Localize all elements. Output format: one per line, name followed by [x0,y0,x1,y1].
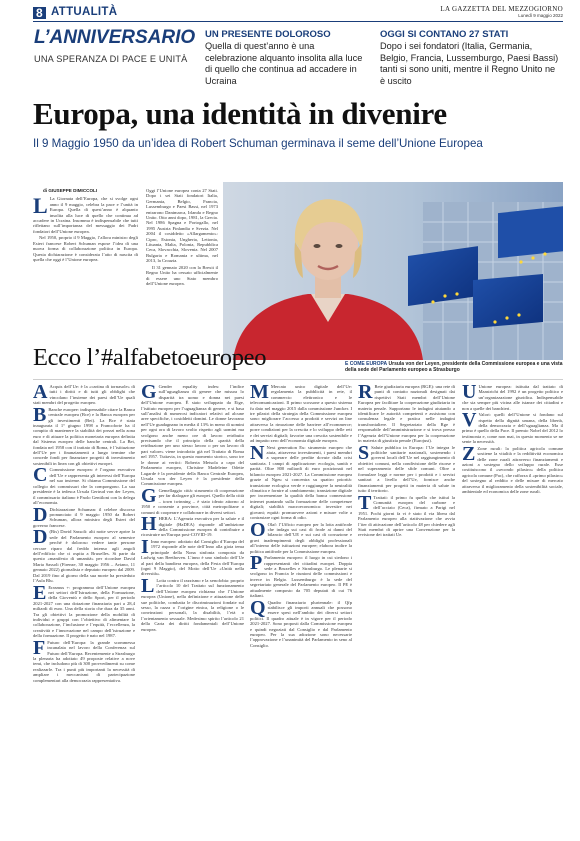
intro-column-1 [33,188,138,364]
section-label: ATTUALITÀ [51,6,118,18]
entry-letter: O [250,518,266,541]
box-states-text: Dopo i sei fondatori (Italia, Germania, Belgio, Francia, Lussemburgo, Paesi Bassi) tanti si sono uniti, mentre il Regno Unito ne è uscito [380,41,559,86]
alphabet-entry [358,441,455,494]
byline: di GIUSEPPE DIMICCOLI [43,188,98,193]
intro-column-2 [146,188,218,364]
entry-letter: F [33,636,46,659]
entry-letter: V [462,409,477,432]
photo-caption [345,361,563,373]
photo-illustration [223,182,563,360]
entry-letter: S [358,441,370,464]
alphabet-column-3 [250,384,352,839]
section-rule [33,379,563,380]
entry-letter: H [141,513,157,536]
box-present-title: UN PRESENTE DOLOROSO [205,29,331,40]
entry-text: Banche europee: indispensabile citare la Banca centrale europea (Bce) e la Banca europea per gli investimenti (Bei). La Bce è stata inaugurata il 1° giugno 1998 a Francoforte ha il compito di mantenere la stabilità dei prezzi nella zona euro e di attuare la politica monetaria europea definita dal Sistema europeo delle banche centrali. La Bei, fondata nel 1958 con il trattato di Roma, è l’istituzione dell’Ue per i finanziamenti a lungo termine che concede fondi per finanziare progetti di investimento sostenibili in linea con gli obiettivi europei. [33,406,135,466]
intro-paragraph [33,193,138,234]
entry-text: Rete giudiziaria europea (RGE): una rete di punti di contatto nazionali designati dai rispettivi Stati membri dell’Unione Europea per facilitare la cooperazione giudiziaria in materia penale. Supportano le indagini aiutando a identificare le autorità competenti e assistono con consulenza legale e pratica nelle indagini transfrontaliere. Il Segretariato della Rge è responsabile dell’amministrazione e si trova presso l’Agenzia dell’Unione europea per la cooperazione in materia di giustizia penale (Eurojust). [358,384,455,444]
alphabet-entry [462,442,563,495]
photo-caption-label: E COME EUROPA [345,361,388,367]
entry-text: Zone rurali: la politica agricola comune sostiene la vitalità e la redditività economica delle zone rurali attraverso finanziamenti e azioni a sostegno dello sviluppo rurale. Esse costituiscono il «secondo pilastro» della politica agricola comune (Pac), che rafforza il «primo pilastro» del sostegno al reddito e delle misure di mercato attraverso il miglioramento della sostenibilità sociale, ambientale ed economica delle zone rurali. [462,445,563,495]
alphabet-column-5 [462,384,563,839]
entry-letter: D [33,503,48,526]
alphabet-entry [33,526,135,583]
alphabet-entry [33,503,135,529]
alphabet-entry [33,581,135,639]
entry-letter: G [141,384,157,403]
entry-text: Olaf: l’Ufficio europeo per la lotta antifrode che indaga sui casi di frode ai danni del bilancio dell’UE e sui casi di corruzione e gravi inadempimenti degli obblighi professionali all’interno delle istituzioni europee; elabora inoltre la politica antifrode per la Commissione europea. [250,521,352,554]
kicker-title: L’ANNIVERSARIO [34,27,196,48]
entry-text: Futuro dell’Europa: la grande scommessa incanalata nel lavoro della Conferenza sul Futuro dell’Europa. Recentemente a Strasburgo la plenaria ha adottato 49 proposte relative a nove temi, che includono più di 300 provvedimenti su come realizzarle. Tra i punti più importanti la necessità di ampliare i meccanismi di partecipazione complementari alla democrazia rappresentativa. [33,639,135,683]
alphabet-entry [141,484,244,515]
section-title: Ecco l’#alfabetoeuropeo [33,344,267,371]
entry-text: Quadro finanziario pluriennale: il Qfp stabilisce gli importi annuali che possono essere spesi nell’ambito dei diversi settori politici. Il quadro attuale è in vigore per il periodo 2021-2027. Sono proposti dalla Commissione europea e quindi negoziati dal Consiglio e dal Parlamento europeo. Per la sua adozione sono necessarie l’approvazione e l’unanimità del Parlamento in seno al Consiglio. [250,599,352,648]
entry-letter: B [33,403,47,426]
subheadline: Il 9 Maggio 1950 da un’idea di Robert Schuman germinava il seme dell’Unione Europea [33,137,483,150]
intro-dropcap: L [33,193,48,219]
masthead: LA GAZZETTA DEL MEZZOGIORNO [440,5,563,13]
alphabet-entry [33,403,135,466]
alphabet-entry [33,464,135,505]
alphabet-entry [462,409,563,445]
alphabet-entry [141,384,244,487]
entry-letter: A [33,384,48,403]
alphabet-entry [358,491,455,538]
box-present-text: Quella di quest’anno è una celebrazione alquanto insolita alla luce di quello che continua ad accadere in Ucraina [205,41,363,86]
entry-letter: T [358,491,372,514]
entry-letter: P [250,552,263,575]
alphabet-entry [250,441,352,521]
alphabet-entry [33,636,135,683]
entry-letter: N [250,441,265,464]
header-rule [33,21,563,22]
intro-paragraph-text: La Giornata dell’Europa, che si svolge ogni anno il 9 maggio, celebra la pace e l’unità in Europa. Quella di quest’anno è alquanto insolita alla luce di quello che continua ad accadere in Ucraina. Insomma è indispensabile che tutti riflettano sull’importanza del messaggio dei Padri fondatori dell’Unione europea. [33,196,138,234]
entry-text: (Bis) David Sassoli: alti notte sevve aprire la sede del Parlamento europeo al semestre perché è doloroso vedere tante persone cercare riparo dal freddo intenso agli angoli dell’edificio che ci ospita a Bruxelles. Si parte da questo «manifesto di umanità» per ricordare David Maria Sassoli (Firenze, 30 maggio 1956 – Aviano, 11 gennaio 2022) giornalista e deputato europeo dal 2009. Dal 2019 fino al giorno della sua morte ha presieduto l’Aula Blu. [33,529,135,583]
alphabet-column-4 [358,384,455,839]
intro-paragraph: Il 31 gennaio 2020 con la Brexit il Regno Unito ha cessato ufficialmente di essere uno Stato membro dell’Unione europea. [146,264,218,287]
entry-letter: L [141,574,155,597]
page-header [33,7,563,21]
alphabet-entry [358,384,455,443]
entry-text: Dichiarazione Schuman: il celebre discorso pronunciato il 9 maggio 1950 da Robert Schuman, allora ministro degli Esteri del governo francese. [33,506,135,528]
entry-letter: D [33,526,48,549]
alphabet-column-2 [141,384,244,839]
entry-letter: U [462,384,477,403]
entry-text: Unione europea: istituita dal trattato di Maastricht del 1992 è un progetto politico e un’organizzazione giuridica. Indispensabile che sia sempre più vicina alle istanze dei cittadini e non a quelle dei banchieri. [462,384,563,411]
entry-text: Salute pubblica in Europa: l’Ue integra le politiche sanitarie nazionali, sostenendo i governi locali dell’Ue nel raggiungimento di obiettivi comuni, nella condivisione delle risorse e nel superamento delle sfide comuni. Oltre a formulare leggi e norme per i prodotti e i servizi sanitari a livello dell’Ue, fornisce anche finanziamenti per progetti in materia di salute in tutto il territorio. [358,444,455,493]
alphabet-entry [250,384,352,443]
alphabet-entry [33,384,135,406]
entry-letter: C [33,464,48,487]
alphabet-entry [141,513,244,538]
kicker-subtitle: UNA SPERANZA DI PACE E UNITÀ [34,54,188,64]
entry-text: HERA: L’Agenzia esecutiva per la salute e il digitale (HaDEA) risponde all’ambizione della Commissione europea di contribuire a ricostruire un’Europa post-COVID-19. [141,516,244,538]
alphabet-column-1 [33,384,135,839]
entry-text: Gemellaggio città: strumento di cooperazione per far dialogare gli europei. Quello della città – town twinning – è stato ideato attorno al 1950 e consente a province, città metropolitane o comuni di cooperare e collaborare in diversi settori. [141,487,244,515]
photo [223,182,563,360]
alphabet-entry [462,384,563,411]
intro-paragraph: Oggi l’Unione europea conta 27 Stati. Dopo i sei Stati fondatori Italia, Germania, Belgio, Francia, Lussemburgo e Paesi Bassi, nel 1973 entrarono Danimarca, Irlanda e Regno Unito. Otto anni dopo, 1981, la Grecia. Nel 1986 Spagna e Portogallo, nel 1995 Austria Finlandia e Svezia. Nel 2004 il cosiddetto «Allargamento»: Cipro, Estonia, Ungheria, Lettonia, Lituania, Malta, Polonia, Repubblica Ceca, Slovacchia, Slovenia. Nel 2007 Bulgaria e Romania e ultima, nel 2013, la Croazia. [146,188,218,264]
intro-paragraph: Nel 1950, proprio il 9 Maggio, l’allora ministro degli Esteri francese Robert Schuman espose l’idea di una nuova forma di collaborazione politica in Europa. Questa dichiarazione è considerata l’atto di nascita di quella che oggi è l’Unione europea. [33,235,138,263]
alphabet-entry [250,518,352,554]
page-number: 8 [36,6,43,20]
entry-text: Next generation Eu: strumento europeo che aiuta, attraverso investimenti, i paesi membri a superare delle perdite dovute dalla crisi sanitaria. I campi di applicazione: ecologia, sanità e parità. Oltre 800 miliardi di euro posizionati nel bilancio europeo 2021-2027. La Commissione europea grazie al Ngeu si concentra su quattro priorità: transizione ecologica verde e raggiungere la neutralità climatica e fornire al cambiamento; transizione digitale per incrementare la qualità della banca connessione internet puntando sulla formazione delle competenze digitali; stabilità macroeconomica: investire nei giovani; equità: promuovere azioni e misure volte a contrastare ogni forma di odio. [250,444,352,520]
alphabet-entry [250,552,352,598]
entry-text: Acquis dell’Ue: è la «cartina di tornasole» di tutti i diritti e di tutti gli obblighi che vincolano l’insieme dei paesi dell’Ue quali stati membri del progetto europeo. [33,384,135,406]
box-present [205,29,365,87]
headline: Europa, una identità in divenire [33,96,447,131]
entry-letter: R [358,384,373,403]
entry-text: Gender equality index: l’indice sull’uguaglianza di genere che misura lo disparità tra uomo e donna nei paesi dell’Unione europea. È stato sviluppato da Eige, l’istituto europeo per l’uguaglianza di genere, e si basa sull’analisi di numerosi indicatori relativi ad alcune aree specifiche, i cosiddetti domini. Le donne lavorano nell’Ue guadagnano in media il 13% in meno di uomini per ogni ora di lavoro svolto rispetto agli uomini ma svolgono anche meno ore di lavoro retribuito precisando che il principio della «parità della retribuzione per uno stesso lavoro o per un lavoro di pari valore» viene introdotto già nel Trattato di Roma nel 1957. Tuttavia, in questo momento storico, sono tre le donne ai vertici: Roberta Metsola a capo del Parlamento europeo, Christine Madeleine Odette Lagarde è la presidente della Banca Centrale Europea, Ursula von der Leyen è la presidente della Commissione europea. [141,384,244,487]
entry-text: Parlamento europeo: il luogo in cui siedono i rappresentanti dei cittadini europei. Doppia sede a Bruxelles e Strasburgo. Le plenarie si svolgono in Francia le riunioni delle commissioni e invece in Belgio. Lussemburgo è la sede del segretariato generale del Parlamento europeo. Il PE è attualmente composto da 705 deputati di cui 76 italiani. [250,555,352,598]
box-states-title: OGGI SI CONTANO 27 STATI [380,29,509,40]
alphabet-entry [141,574,244,632]
kicker-block [34,27,209,82]
entry-letter: Z [462,442,476,465]
entry-letter: I [141,535,149,558]
entry-letter: G [141,484,157,507]
box-states [380,29,562,87]
alphabet-entry [250,596,352,649]
entry-text: Trattati: il primo fu quello che istituì la Comunità europea del carbone e dell’acciaio (Ceca), firmato a Parigi nel 1951. Pochi giorni fa vi è stato il via libera dal Parlamento europeo alla riattivazione che avvia l’iter di attivazione dell’articolo 48 per chiedere agli Stati membri di aprire una Convenzione per la revisione dei trattati Ue. [358,494,455,538]
entry-letter: M [250,384,269,403]
entry-text: Commissione europea: è l’organo esecutivo dell’Ue e rappresenta gli interessi dell’Europa nel suo insieme. Si chiama Commissione del collegio dei commissari che la compongono. La sua presidente è la tedesca Ursula Gertrud von der Leyen, il commissario italiano è Paolo Gentiloni con la delega all’economia. [33,467,135,505]
entry-text: Mercato unico digitale dell’Ue: regolamenta la pubblicità in rete, il commercio elettronico e le telecomunicazioni. Il primo scossone a questo sistema fu dato nel maggio 2015 dalla commissione Juncker. I tre pilastri della strategia della Commissione europea sono: migliorare l’accesso a prodotti e servizi on line attraverso la rimozione delle barriere all’ecommerce; porre condizioni per la crescita e lo sviluppo delle reti e dei servizi digitali; favorire una crescita sostenibile e ad impatto zero dell’economia digitale europea. [250,384,352,444]
entry-text: Erasmus +: programma dell’Unione europea nei settori dell’Istruzione, della Formazione, della Gioventù e dello Sport, per il periodo 2021-2027 con una dotazione finanziaria pari a 28,4 miliardi di euro. Una della storia che dura da 35 anni. Tra gli obiettivi la promozione della mobilità di individui e gruppi con l’obiettivo di alimentare la collaborazione, l’inclusione e l’equità, l’eccellenza, la creatività e l’innovazione nel campo dell’istruzione e della formazione. Il progetto è nato nel 1987. [33,584,135,639]
alphabet-entry [141,535,244,577]
issue-date: Lunedì 9 maggio 2022 [518,13,563,18]
photo-caption-text: Ursula von der Leyen, presidente della Commissione europea e una vista della sede del Parlamento europeo a Strasburgo [345,361,563,373]
entry-letter: E [33,581,47,604]
entry-text: Inno europeo: adottato dal Consiglio d’Europa del 1972 risponde alle note dell’Inno alla gioia tema principale della Nona sinfonia composta da Ludwig van Beethoven. L’inno è uno simbolo dell’Ue al pari della bandiera europea, della Festa dell’Europa (ogni 9 Maggio), del Motto dell’Ue «Unità nella diversità». [141,538,244,577]
entry-letter: Q [250,596,266,619]
entry-text: Lotta contro il razzismo e la xenofobia: proprio l’articolo 10 del Trattato sul funzionamento dell’Unione europea richiama che l’Unione europea (Unione), nella definizione e attuazione delle sue politiche, combatta le discriminazioni fondate sul sesso, la razza o l’origine etnica, la religione o le convinzioni personali, la disabilità, l’età o l’orientamento sessuale. Medesimo spirito l’articolo 21 della Carta dei diritti fondamentali dell’Unione europea. [141,577,244,632]
entry-text: Valori: quelli dell’Unione si fondano sul rispetto della dignità umana, della libertà, della democrazia e dell’uguaglianza. Ma il primo è quello della Pace. Il premio Nobel del 2012 lo testimonia e, come non mai, in questo momento se ne sente la necessità. [462,412,563,445]
